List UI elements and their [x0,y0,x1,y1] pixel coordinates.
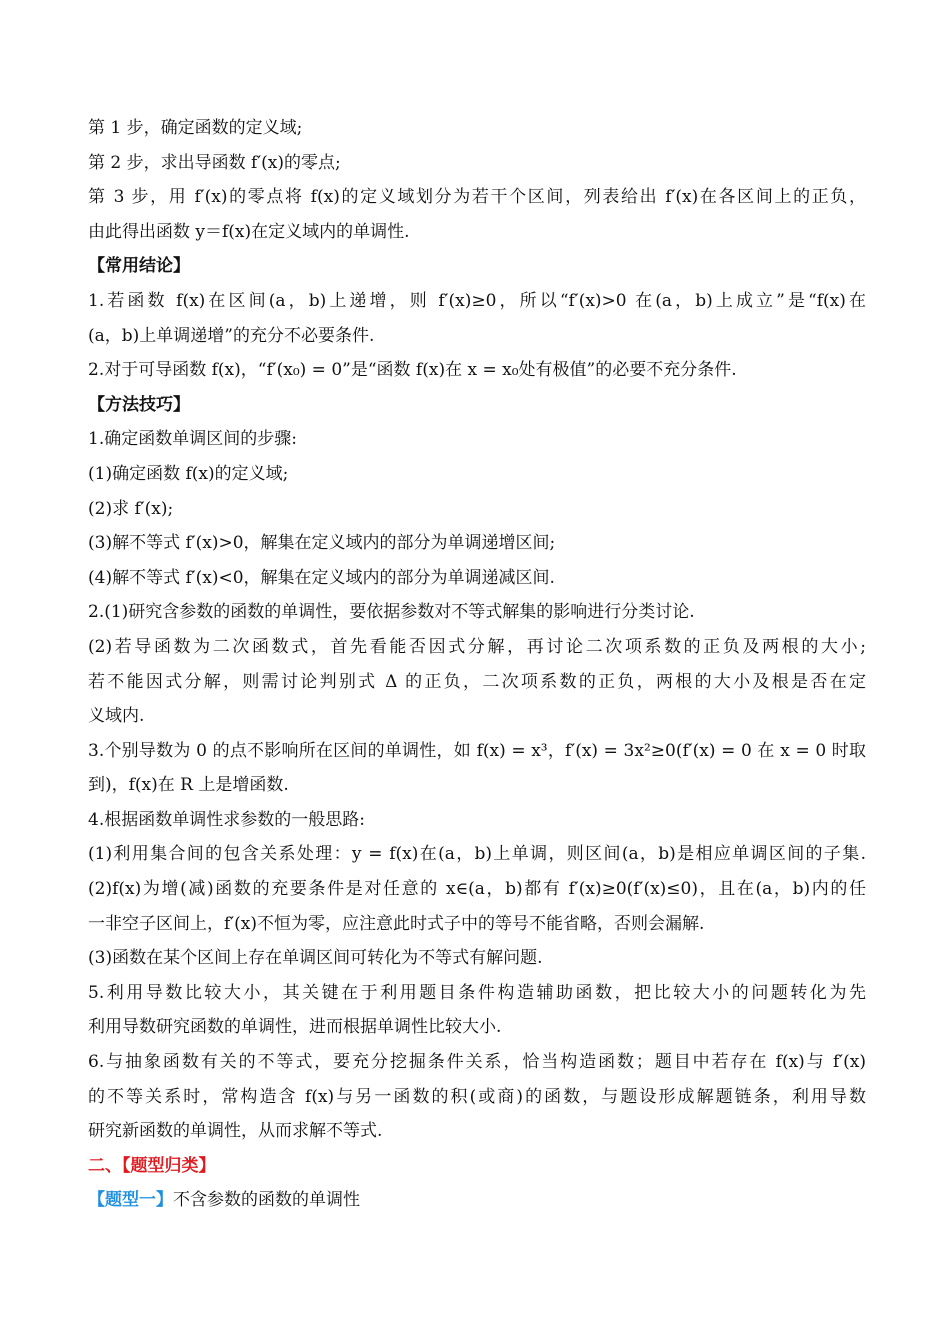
step-3: 第 3 步，用 f′(x)的零点将 f(x)的定义域划分为若干个区间，列表给出 f′(x)在各区间上的正负， [88,187,866,208]
method-line-7: (2)若导函数为二次函数式，首先看能否因式分解，再讨论二次项系数的正负及两根的大小; [88,636,866,657]
method-line-4: (3)解不等式 f′(x)>0，解集在定义域内的部分为单调递增区间; [88,533,556,554]
step-2: 第 2 步，求出导函数 f′(x)的零点; [88,152,341,173]
method-line-15: 一非空子区间上，f′(x)不恒为零，应注意此时式子中的等号不能省略，否则会漏解. [88,913,705,934]
method-line-21: 研究新函数的单调性，从而求解不等式. [88,1121,383,1142]
method-line-13: (1)利用集合间的包含关系处理：y = f(x)在(a，b)上单调，则区间(a，b)是相应单调区间的子集. [88,844,866,865]
method-line-3: (2)求 f′(x); [88,498,174,519]
conclusions-heading: 【常用结论】 [88,256,190,277]
method-line-12: 4.根据函数单调性求参数的一般思路: [88,809,365,830]
method-line-6: 2.(1)研究含参数的函数的单调性，要依据参数对不等式解集的影响进行分类讨论. [88,602,695,623]
conclusion-line-2: (a，b)上单调递增”的充分不必要条件. [88,325,375,346]
method-line-1: 1.确定函数单调区间的步骤: [88,429,297,450]
method-line-10: 3.个别导数为 0 的点不影响所在区间的单调性，如 f(x) = x³，f′(x) = 3x²≥0(f′(x) = 0 在 x = 0 时取 [88,740,866,761]
content-column [88,111,866,1218]
method-line-14: (2)f(x)为增(减)函数的充要条件是对任意的 x∈(a，b)都有 f′(x)≥0(f′(x)≤0)，且在(a，b)内的任 [88,879,866,900]
conclusion-line-1: 1.若函数 f(x)在区间(a，b)上递增，则 f′(x)≥0，所以“f′(x)>0 在(a，b)上成立”是“f(x)在 [88,290,866,311]
method-line-20: 的不等关系时，常构造含 f(x)与另一函数的积(或商)的函数，与题设形成解题链条，利用导数 [88,1086,866,1107]
conclusion-line-3: 2.对于可导函数 f(x)，“f′(x₀) = 0”是“函数 f(x)在 x = x₀处有极值”的必要不充分条件. [88,360,737,381]
type-title: 不含参数的函数的单调性 [173,1190,360,1211]
method-line-5: (4)解不等式 f′(x)<0，解集在定义域内的部分为单调递减区间. [88,567,555,588]
method-line-18: 利用导数研究函数的单调性，进而根据单调性比较大小. [88,1017,502,1038]
method-line-9: 义域内. [88,706,145,727]
method-line-17: 5.利用导数比较大小，其关键在于利用题目条件构造辅助函数，把比较大小的问题转化为先 [88,982,866,1003]
step-1: 第 1 步，确定函数的定义域; [88,118,303,138]
method-line-19: 6.与抽象函数有关的不等式，要充分挖掘条件关系，恰当构造函数；题目中若存在 f(x)与 f′(x) [88,1052,866,1073]
method-line-11: 到)，f(x)在 R 上是增函数. [88,775,289,796]
type-label: 【题型一】 [88,1190,173,1211]
section-title: 二、【题型归类】 [88,1155,216,1176]
method-line-8: 若不能因式分解，则需讨论判别式 Δ 的正负，二次项系数的正负，两根的大小及根是否在定 [88,671,866,692]
method-line-16: (3)函数在某个区间上存在单调区间可转化为不等式有解问题. [88,948,543,969]
step-3-cont: 由此得出函数 y＝f(x)在定义域内的单调性. [88,221,410,242]
methods-heading: 【方法技巧】 [88,394,190,415]
type-heading [88,1183,866,1218]
method-line-2: (1)确定函数 f(x)的定义域; [88,463,289,484]
